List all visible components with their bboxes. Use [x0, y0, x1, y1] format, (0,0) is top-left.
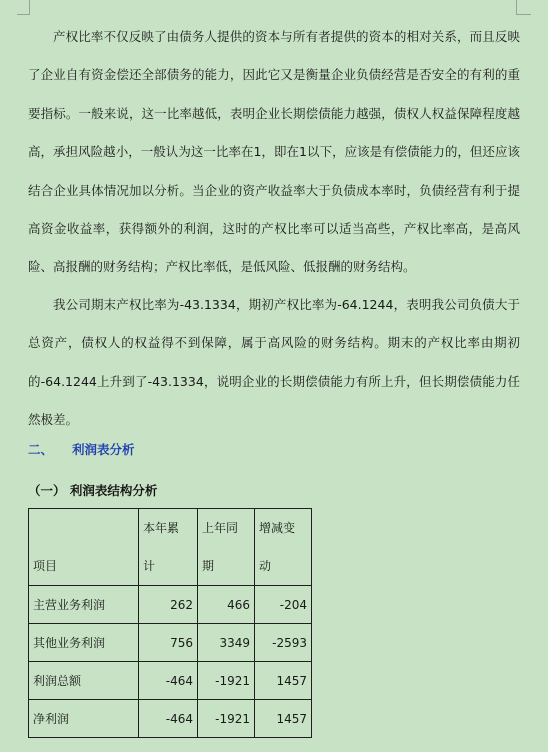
header-change: [255, 509, 312, 586]
cell-prior-year: 466: [198, 586, 255, 624]
header-prior-year: [198, 509, 255, 586]
paragraph-company-equity-ratio: 我公司期末产权比率为-43.1334，期初产权比率为-64.1244，表明我公司负债大于总资产，债权人的权益得不到保障，属于高风险的财务结构。期末的产权比率由期初的-64.1244上升到了-43.1334，说明企业的长期偿债能力有所上升，但长期偿债能力任然极差。: [28, 297, 520, 428]
row-label: 其他业务利润: [29, 624, 139, 662]
section-number: 二、: [28, 442, 54, 457]
table-row: [29, 586, 312, 624]
header-current-year-line2: 计: [143, 559, 156, 573]
header-prior-year-line2: 期: [202, 559, 215, 573]
cell-change: 1457: [255, 700, 312, 738]
cell-change: -204: [255, 586, 312, 624]
header-current-year: [139, 509, 198, 586]
header-change-line2: 动: [259, 559, 272, 573]
row-label: 净利润: [29, 700, 139, 738]
cell-current-year: 756: [139, 624, 198, 662]
cell-prior-year: -1921: [198, 662, 255, 700]
page-corner-mark-right: [516, 0, 531, 15]
cell-change: 1457: [255, 662, 312, 700]
table-row: [29, 662, 312, 700]
section-title: 利润表分析: [72, 442, 135, 457]
table-row: [29, 700, 312, 738]
table-row: [29, 624, 312, 662]
subsection-heading-structure-analysis: （一） 利润表结构分析: [28, 483, 158, 498]
page-corner-mark-left: [17, 0, 30, 15]
cell-current-year: 262: [139, 586, 198, 624]
table-header-row: [29, 509, 312, 586]
paragraph-equity-ratio-explanation: 产权比率不仅反映了由债务人提供的资本与所有者提供的资本的相对关系，而且反映了企业自有资金偿还全部债务的能力，因此它又是衡量企业负债经营是否安全的有利的重要指标。一般来说，这一比率越低，表明企业长期偿债能力越强，债权人权益保障程度越高，承担风险越小，一般认为这一比率在1，即在1以下，应该是有偿债能力的，但还应该结合企业具体情况加以分析。当企业的资产收益率大于负债成本率时，负债经营有利于提高资金收益率，获得额外的利润，这时的产权比率可以适当高些，产权比率高，是高风险、高报酬的财务结构；产权比率低，是低风险、低报酬的财务结构。: [28, 29, 520, 275]
header-change-line1: 增减变: [259, 521, 296, 535]
row-label: 利润总额: [29, 662, 139, 700]
section-heading-income-statement: [28, 440, 135, 458]
header-item-line2: 项目: [33, 559, 58, 573]
header-current-year-line1: 本年累: [143, 521, 180, 535]
header-prior-year-line1: 上年同: [202, 521, 239, 535]
cell-current-year: -464: [139, 662, 198, 700]
row-label: 主营业务利润: [29, 586, 139, 624]
cell-change: -2593: [255, 624, 312, 662]
cell-current-year: -464: [139, 700, 198, 738]
header-item: [29, 509, 139, 586]
profit-structure-table: [28, 508, 312, 738]
cell-prior-year: -1921: [198, 700, 255, 738]
cell-prior-year: 3349: [198, 624, 255, 662]
